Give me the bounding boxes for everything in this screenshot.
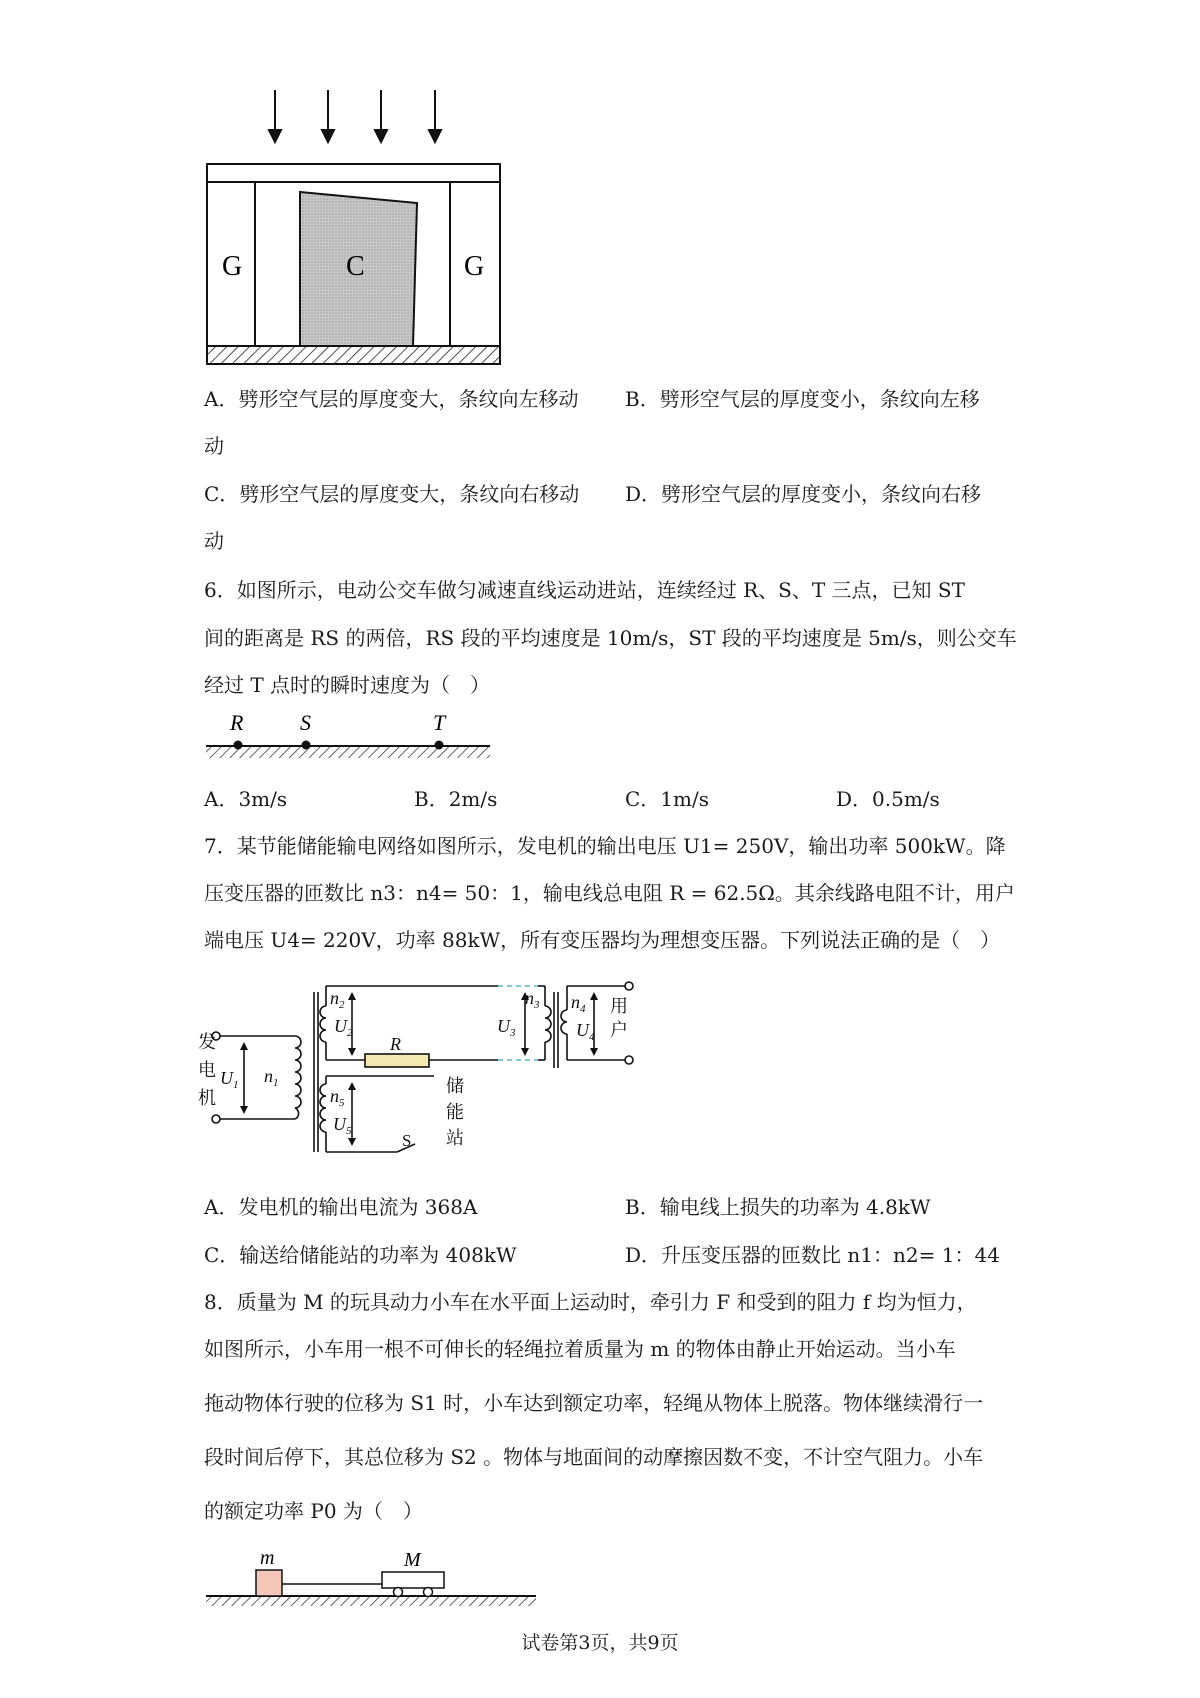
q7-option-b: B．输电线上损失的功率为 4.8kW: [625, 1195, 931, 1219]
label-small-m: m: [260, 1547, 275, 1569]
transmission-circuit: [200, 972, 640, 1172]
point-r: R: [230, 710, 244, 735]
q5-option-a: A．劈形空气层的厚度变大，条纹向左移动: [204, 387, 579, 411]
q5-option-d: D．劈形空气层的厚度变小，条纹向右移: [625, 482, 982, 506]
q5-option-b-wrap: 动: [204, 434, 224, 458]
q6-option-d: D．0.5m/s: [836, 787, 940, 811]
q8-line-2: 如图所示，小车用一根不可伸长的轻绳拉着质量为 m 的物体由静止开始运动。当小车: [204, 1337, 956, 1361]
label-storage-3: 站: [446, 1128, 464, 1148]
q6-line-1: 6．如图所示，电动公交车做匀减速直线运动进站，连续经过 R、S、T 三点，已知 ST: [204, 578, 965, 602]
base-plate: [207, 346, 500, 364]
label-c: C: [346, 251, 365, 282]
q8-line-3: 拖动物体行驶的位移为 S1 时，小车达到额定功率，轻绳从物体上脱落。物体继续滑行一: [204, 1391, 984, 1415]
q7-line-3: 端电压 U4= 220V，功率 88kW，所有变压器均为理想变压器。下列说法正确的是（ ）: [204, 928, 1001, 952]
q7-option-d: D．升压变压器的匝数比 n1：n2= 1：44: [625, 1243, 1000, 1267]
label-generator-2: 电: [198, 1060, 216, 1080]
q7-option-c: C．输送给储能站的功率为 408kW: [204, 1243, 517, 1267]
q6-option-a: A．3m/s: [204, 787, 288, 811]
label-user-1: 用: [610, 996, 628, 1016]
svg-text:n3: $n_3$: [525, 988, 540, 1011]
block-m: [256, 1570, 282, 1596]
q5-option-d-wrap: 动: [204, 529, 224, 553]
q7-line-1: 7．某节能储能输电网络如图所示，发电机的输出电压 U1= 250V，输出功率 500kW。降: [204, 834, 1006, 858]
svg-text:n1: $n_1$: [264, 1066, 279, 1089]
resistor-r: [365, 1054, 429, 1067]
q8-line-4: 段时间后停下，其总位移为 S2 。物体与地面间的动摩擦因数不变，不计空气阻力。小车: [204, 1445, 984, 1469]
svg-text:U3: $U_3$: [497, 1016, 516, 1039]
cart-figure: [200, 1548, 540, 1608]
svg-text:n4: $n_4$: [571, 992, 586, 1015]
q8-line-1: 8．质量为 M 的玩具动力小车在水平面上运动时，牵引力 F 和受到的阻力 f 均为恒力，: [204, 1290, 977, 1314]
q7-option-a: A．发电机的输出电流为 368A: [204, 1195, 478, 1219]
switch-s: S: [402, 1131, 412, 1150]
top-glass-plate: [207, 164, 500, 182]
q5-option-c: C．劈形空气层的厚度变大，条纹向右移动: [204, 482, 580, 506]
q6-line-3: 经过 T 点时的瞬时速度为（ ）: [204, 673, 491, 697]
label-user-2: 户: [610, 1020, 628, 1040]
page-footer: 试卷第3页，共9页: [521, 1632, 679, 1654]
label-g-left: G: [222, 251, 243, 282]
label-big-m: M: [404, 1549, 421, 1571]
q5-option-b: B．劈形空气层的厚度变小，条纹向左移: [625, 387, 980, 411]
light-arrows: [269, 90, 441, 142]
svg-text:U5: $U_5$: [333, 1114, 352, 1137]
svg-text:U1: $U_1$: [220, 1068, 239, 1091]
label-storage-1: 储: [446, 1076, 464, 1096]
label-generator-1: 发: [198, 1032, 216, 1052]
q8-line-5: 的额定功率 P0 为（ ）: [204, 1499, 423, 1523]
q7-line-2: 压变压器的匝数比 n3：n4= 50：1，输电线总电阻 R = 62.5Ω。其余线路电阻不计，用户: [204, 881, 1015, 905]
svg-text:U2: $U_2$: [334, 1016, 353, 1039]
q6-option-b: B．2m/s: [414, 787, 498, 811]
cart-m: [382, 1572, 444, 1588]
rst-road-figure: [200, 708, 500, 760]
label-storage-2: 能: [446, 1102, 464, 1122]
point-s: S: [300, 710, 311, 735]
svg-text:n2: $n_2$: [330, 988, 345, 1011]
point-t: T: [433, 710, 446, 735]
label-g-right: G: [464, 251, 485, 282]
q6-option-c: C．1m/s: [625, 787, 709, 811]
q6-line-2: 间的距离是 RS 的两倍，RS 段的平均速度是 10m/s，ST 段的平均速度是 5m/s，则公交车: [204, 626, 1017, 650]
label-generator-3: 机: [198, 1088, 216, 1108]
svg-text:R: R: [390, 1034, 401, 1054]
svg-text:U4: $U_4$: [576, 1020, 595, 1043]
svg-text:n5: $n_5$: [330, 1086, 345, 1109]
wedge-figure: [200, 90, 510, 375]
